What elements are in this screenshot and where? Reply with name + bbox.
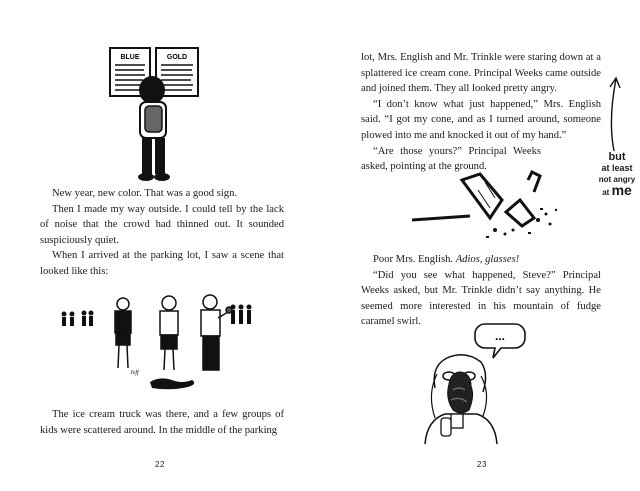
broken-glasses-illustration <box>410 170 580 250</box>
speech-bubble-text: ... <box>494 329 506 343</box>
paragraph: lot, Mrs. English and Mr. Trinkle were staring down at a splattered ice cream cone. Principal Weeks came outside and joined them. They all looked pretty angry. <box>361 52 601 95</box>
margin-arrow-icon <box>600 75 630 155</box>
page-number: 22 <box>155 460 165 469</box>
parking-lot-illustration <box>58 292 288 402</box>
note-emphasis: me <box>611 182 632 198</box>
blue-label: BLUE <box>120 54 140 61</box>
emphasis-text: Adios, glasses! <box>455 254 520 265</box>
mr-trinkle-illustration <box>415 318 555 448</box>
paragraph: The ice cream truck was there, and a few groups of kids were scattered around. In the middle of the parking <box>40 409 284 436</box>
paragraph: “I don’t know what just happened,” Mrs. English said. “I got my cone, and as I turned around, someone plowed into me and knocked it out of my hand.” <box>361 98 601 141</box>
paragraph: Then I made my way outside. I could tell by the lack of noise that the crowd had thinned out. It sounded suspiciously quiet. <box>40 203 284 246</box>
note-line: at least <box>601 163 633 173</box>
right-page <box>320 0 640 491</box>
paragraph: Poor Mrs. English. Adios, glasses! <box>373 254 520 265</box>
svg-text:Jeff: Jeff <box>130 370 139 376</box>
page-number: 23 <box>477 460 487 469</box>
paragraph: New year, new color. That was a good sign. <box>52 188 238 199</box>
margin-note <box>592 152 640 198</box>
right-text-block <box>361 50 601 175</box>
kid-at-board-illustration <box>100 40 220 190</box>
note-line: but <box>608 151 626 163</box>
paragraph: When I arrived at the parking lot, I saw a scene that looked like this: <box>40 250 284 277</box>
gold-label: GOLD <box>166 54 188 61</box>
note-line: at <box>602 188 610 197</box>
left-text-block <box>40 186 284 280</box>
left-bottom-text <box>40 407 284 438</box>
note-line: not angry <box>598 175 636 184</box>
paragraph: “Did you see what happened, Steve?” Principal Weeks asked, but Mr. Trinkle didn’t say anything. He seemed more interested in his mountain of fudge caramel swirl. <box>361 269 601 328</box>
paragraph: “Are those yours?” Principal Weeks asked, pointing at the ground. <box>361 145 541 173</box>
